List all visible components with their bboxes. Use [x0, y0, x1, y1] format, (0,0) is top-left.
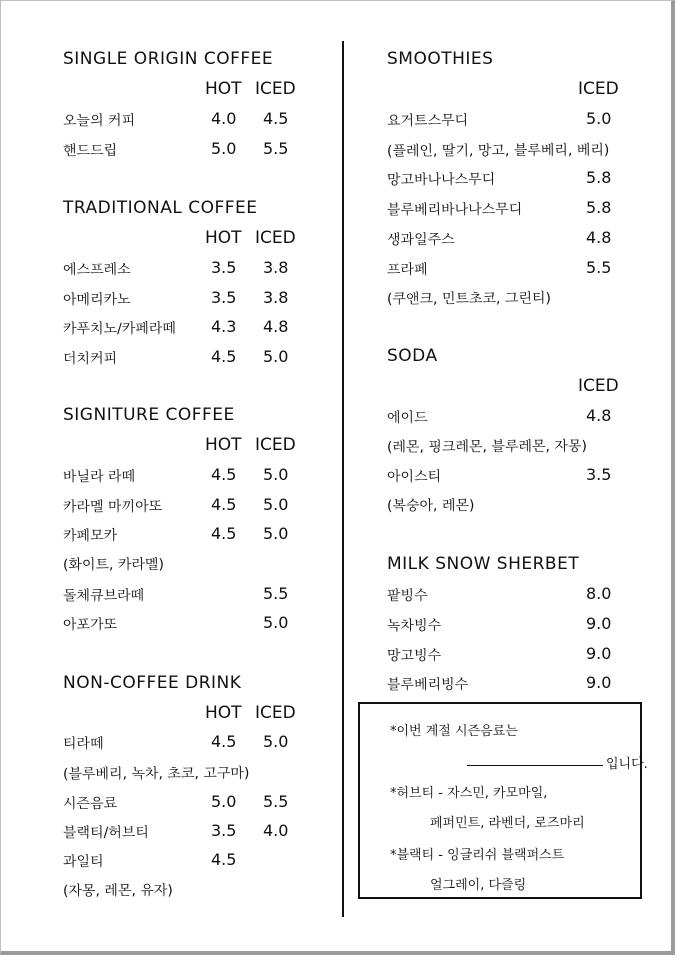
menu-item-note: (자몽, 레몬, 유자)	[62, 882, 173, 900]
hot-header: HOT	[205, 228, 242, 248]
iced-price: 5.0	[263, 465, 289, 484]
iced-price: 5.0	[263, 732, 289, 751]
menu-item-name: 카페모카	[62, 527, 118, 545]
hot-header: HOT	[205, 435, 242, 455]
section-title-signiture: SIGNITURE COFFEE	[63, 405, 235, 425]
menu-item-note: (플레인, 딸기, 망고, 블루베리, 베리)	[386, 142, 610, 160]
iced-price: 4.8	[586, 228, 612, 247]
menu-item-name: 아포가또	[62, 616, 118, 634]
iced-header: ICED	[255, 435, 296, 455]
hot-price: 4.5	[211, 850, 237, 869]
hot-header: HOT	[205, 79, 242, 99]
section-title-soda: SODA	[387, 346, 438, 366]
menu-item-name: 오늘의 커피	[62, 112, 136, 130]
iced-price: 5.5	[263, 139, 289, 158]
menu-item-note: (블루베리, 녹차, 초코, 고구마)	[62, 765, 250, 783]
iced-price: 4.8	[263, 317, 289, 336]
hot-price: 4.5	[211, 732, 237, 751]
menu-item-price: 9.0	[586, 673, 612, 692]
menu-item-price: 9.0	[586, 614, 612, 633]
menu-item-name: 녹차빙수	[386, 617, 442, 635]
hot-price: 4.5	[211, 465, 237, 484]
iced-price: 4.0	[263, 821, 289, 840]
menu-item-name: 팥빙수	[386, 587, 428, 605]
section-title-smoothies: SMOOTHIES	[387, 49, 494, 69]
menu-item-name: 블랙티/허브티	[62, 824, 149, 842]
iced-header: ICED	[255, 228, 296, 248]
iced-price: 5.0	[586, 109, 612, 128]
iced-header: ICED	[578, 376, 619, 396]
iced-price: 5.5	[586, 258, 612, 277]
menu-item-name: 아이스티	[386, 468, 442, 486]
hot-price: 3.5	[211, 821, 237, 840]
iced-price: 5.5	[263, 584, 289, 603]
menu-item-name: 과일티	[62, 853, 104, 871]
herb-tea-note-line: *허브티 - 자스민, 카모마일,	[390, 786, 548, 801]
section-title-non-coffee: NON-COFFEE DRINK	[63, 673, 242, 693]
menu-item-note: (쿠앤크, 민트초코, 그린티)	[386, 290, 552, 308]
menu-item-name: 더치커피	[62, 350, 118, 368]
hot-header: HOT	[205, 703, 242, 723]
menu-item-name: 요거트스무디	[386, 112, 469, 130]
iced-price: 4.5	[263, 109, 289, 128]
menu-item-name: 생과일주스	[386, 231, 455, 249]
section-title-traditional: TRADITIONAL COFFEE	[63, 198, 258, 218]
menu-item-price: 8.0	[586, 584, 612, 603]
hot-price: 4.3	[211, 317, 237, 336]
iced-price: 5.0	[263, 495, 289, 514]
menu-item-name: 망고바나나스무디	[386, 171, 496, 189]
menu-item-name: 블루베리바나나스무디	[386, 201, 523, 219]
menu-item-price: 9.0	[586, 644, 612, 663]
menu-item-name: 티라떼	[62, 735, 104, 753]
menu-item-name: 에스프레소	[62, 261, 131, 279]
black-tea-note-line: 얼그레이, 다즐링	[430, 878, 527, 893]
notes-box	[358, 702, 648, 899]
column-divider	[342, 41, 344, 917]
hot-price: 4.5	[211, 524, 237, 543]
menu-item-name: 블루베리빙수	[386, 676, 469, 694]
hot-price: 3.5	[211, 288, 237, 307]
iced-price: 5.0	[263, 524, 289, 543]
iced-price: 5.8	[586, 198, 612, 217]
black-tea-note-line: *블랙티 - 잉글리쉬 블랙퍼스트	[390, 848, 565, 863]
menu-item-name: 핸드드립	[62, 142, 118, 160]
hot-price: 4.5	[211, 347, 237, 366]
iced-price: 5.5	[263, 792, 289, 811]
menu-item-name: 아메리카노	[62, 291, 131, 309]
iced-header: ICED	[255, 703, 296, 723]
seasonal-note-line: *이번 계절 시즌음료는	[390, 724, 518, 739]
menu-item-name: 시즌음료	[62, 795, 118, 813]
hot-price: 4.0	[211, 109, 237, 128]
iced-price: 3.8	[263, 288, 289, 307]
iced-price: 4.8	[586, 406, 612, 425]
menu-item-name: 에이드	[386, 409, 428, 427]
menu-item-name: 바닐라 라떼	[62, 468, 136, 486]
hot-price: 5.0	[211, 792, 237, 811]
menu-item-note: (복숭아, 레몬)	[386, 497, 475, 515]
herb-tea-note-line: 페퍼민트, 라벤더, 로즈마리	[430, 816, 585, 831]
seasonal-note-suffix: 입니다.	[606, 757, 648, 772]
hot-price: 3.5	[211, 258, 237, 277]
menu-item-name: 망고빙수	[386, 647, 442, 665]
hot-price: 5.0	[211, 139, 237, 158]
iced-price: 5.0	[263, 347, 289, 366]
iced-price: 5.8	[586, 168, 612, 187]
menu-item-note: (레몬, 핑크레몬, 블루레몬, 자몽)	[386, 438, 587, 456]
menu-item-name: 돌체큐브라떼	[62, 587, 145, 605]
fill-in-blank	[467, 765, 603, 766]
menu-item-note: (화이트, 카라멜)	[62, 556, 165, 574]
menu-item-name: 프라페	[386, 261, 428, 279]
iced-header: ICED	[255, 79, 296, 99]
iced-price: 5.0	[263, 613, 289, 632]
iced-price: 3.8	[263, 258, 289, 277]
iced-header: ICED	[578, 79, 619, 99]
section-title-milk-snow: MILK SNOW SHERBET	[387, 554, 580, 574]
hot-price: 4.5	[211, 495, 237, 514]
menu-item-name: 카푸치노/카페라떼	[62, 320, 176, 338]
menu-item-name: 카라멜 마끼아또	[62, 498, 163, 516]
iced-price: 3.5	[586, 465, 612, 484]
section-title-single-origin: SINGLE ORIGIN COFFEE	[63, 49, 274, 69]
